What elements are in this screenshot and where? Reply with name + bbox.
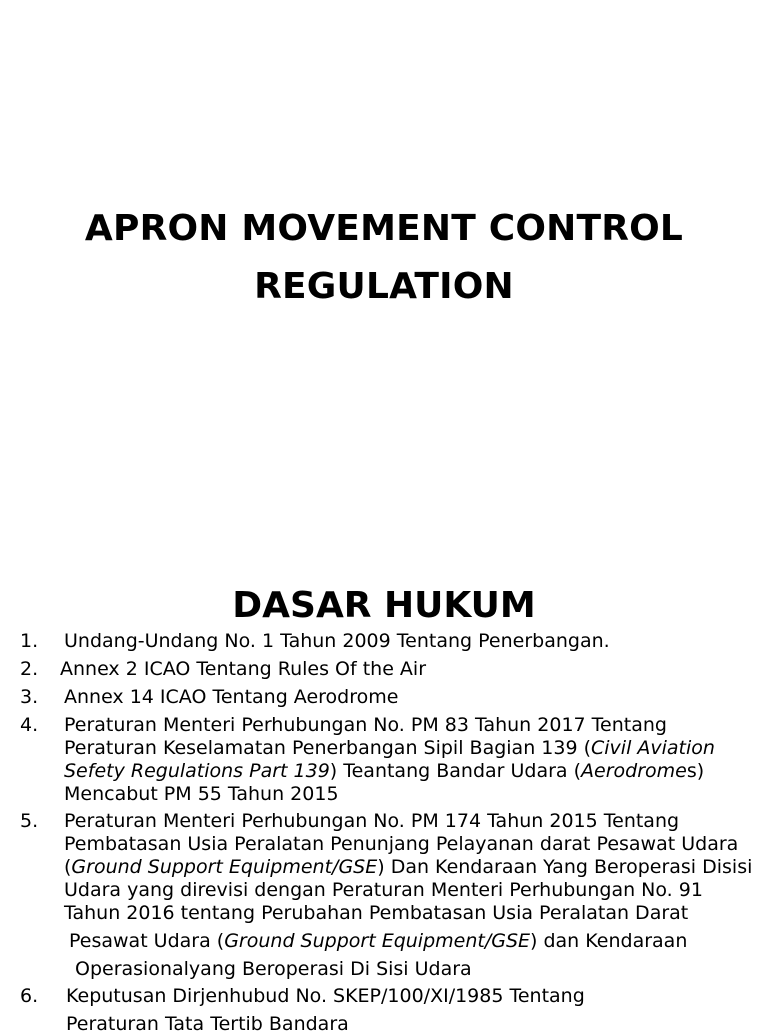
list-item-number: 3. — [20, 686, 39, 708]
list-item-line: Operasionalyang Beroperasi Di Sisi Udara — [75, 958, 472, 980]
list-item-number: 4. — [20, 714, 39, 736]
section-heading: DASAR HUKUM — [232, 585, 536, 626]
list-item-line: Keputusan Dirjenhubud No. SKEP/100/XI/1985 Tentang — [66, 985, 585, 1007]
list-item-number: 2. — [20, 658, 39, 680]
list-item-line: Mencabut PM 55 Tahun 2015 — [64, 783, 339, 805]
list-item-text — [64, 714, 715, 806]
list-item-line: Udara yang direvisi dengan Peraturan Menteri Perhubungan No. 91 — [64, 879, 703, 901]
text-run: ) Dan Kendaraan Yang Beroperasi Disisi — [377, 856, 753, 878]
list-item-text — [60, 658, 426, 681]
italic-text-run: Aerodrome — [581, 760, 687, 782]
list-item-line: Annex 14 ICAO Tentang Aerodrome — [64, 686, 399, 708]
text-run: s) — [686, 760, 705, 782]
list-item-number: 6. — [20, 985, 39, 1007]
list-item-number: 5. — [20, 810, 39, 832]
list-item-line: Peraturan Menteri Perhubungan No. PM 174 Tahun 2015 Tentang — [64, 810, 680, 832]
list-item-line — [64, 760, 715, 783]
list-item-line: Peraturan Menteri Perhubungan No. PM 83 Tahun 2017 Tentang — [64, 714, 667, 736]
text-run: ) dan Kendaraan — [530, 930, 688, 952]
italic-text-run: Ground Support Equipment/GSE — [71, 856, 378, 878]
list-item-line — [64, 856, 752, 879]
list-item-line: Peraturan Tata Tertib Bandara — [66, 1013, 349, 1035]
text-run: ) Teantang Bandar Udara ( — [329, 760, 582, 782]
list-item-line: Tahun 2016 tentang Perubahan Pembatasan Usia Peralatan Darat — [64, 902, 689, 924]
list-item-line: Pembatasan Usia Peralatan Penunjang Pelayanan darat Pesawat Udara — [64, 833, 739, 855]
list-item-text — [64, 810, 752, 981]
list-item-number: 1. — [20, 630, 39, 652]
list-item-line — [64, 737, 715, 760]
list-item-line: Undang-Undang No. 1 Tahun 2009 Tentang Penerbangan. — [64, 630, 610, 652]
list-item-text — [64, 630, 610, 653]
slide-title-line-2: REGULATION — [254, 266, 514, 307]
italic-text-run: Sefety Regulations Part 139 — [64, 760, 330, 782]
list-item-line: Annex 2 ICAO Tentang Rules Of the Air — [60, 658, 427, 680]
text-run: Peraturan Keselamatan Penerbangan Sipil Bagian 139 ( — [64, 737, 591, 759]
italic-text-run: Ground Support Equipment/GSE — [224, 930, 531, 952]
text-run: ( — [64, 856, 72, 878]
slide-title — [0, 200, 768, 316]
slide-title-line-1: APRON MOVEMENT CONTROL — [84, 208, 684, 249]
italic-text-run: Civil Aviation — [591, 737, 715, 759]
list-item-text — [64, 686, 398, 709]
list-item-text — [66, 985, 585, 1036]
list-item-line — [69, 930, 752, 953]
text-run: Pesawat Udara ( — [69, 930, 225, 952]
